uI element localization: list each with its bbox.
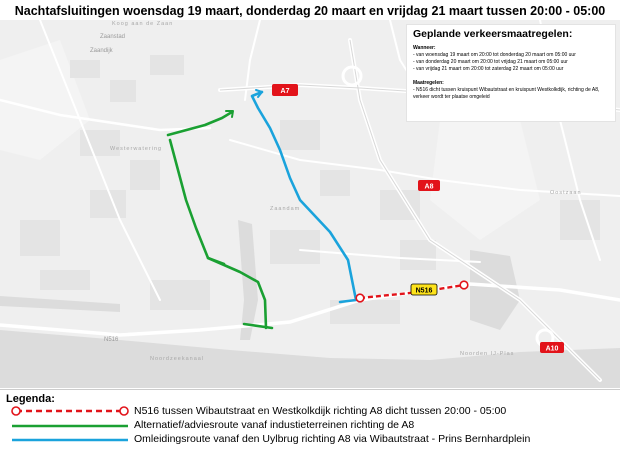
- shield-a7: [272, 84, 298, 96]
- legend-closure-symbol: [10, 405, 130, 417]
- when-line: - van woensdag 19 maart om 20:00 tot donderdag 20 maart om 05:00 uur: [413, 52, 576, 58]
- place-label-noorden: Noorden IJ-Plas: [460, 351, 515, 357]
- page-title: Nachtafsluitingen woensdag 19 maart, donderdag 20 maart en vrijdag 21 maart tussen 20:00 - 05:00: [14, 4, 606, 18]
- shield-a7-label: A7: [280, 88, 290, 95]
- place-label-zaandijk: Zaandijk: [90, 48, 113, 54]
- measures-infobox: [406, 24, 616, 122]
- shield-n516: [411, 284, 437, 295]
- when-line: - van vrijdag 21 maart om 20:00 tot zaterdag 22 maart om 05:00 uur: [413, 66, 564, 72]
- place-label-koog: Koog aan de Zaan: [112, 21, 174, 27]
- legend-title: Legenda:: [6, 393, 55, 405]
- closure-start-marker: [356, 294, 364, 302]
- place-label-westerwatering: Westerwatering: [110, 146, 163, 152]
- shield-a10-label: A10: [545, 345, 559, 353]
- shield-a8-label: A8: [424, 183, 434, 191]
- shield-a8: [418, 180, 440, 191]
- measures-text: - N516 dicht tussen kruispunt Wibautstraat en kruispunt Westkolkdijk, richting de A8, verkeer wordt ter plaatse omgeleid: [413, 87, 600, 100]
- shield-a10: [540, 342, 564, 353]
- shield-n516-label: N516: [415, 287, 433, 295]
- legend-closure-text: N516 tussen Wibautstraat en Westkolkdijk richting A8 dicht tussen 20:00 - 05:00: [134, 405, 507, 417]
- closure-end-marker: [460, 281, 468, 289]
- legend: [0, 389, 620, 453]
- when-heading: Wanneer:: [413, 45, 436, 51]
- place-label-noordzeekanaal: Noordzeekanaal: [150, 356, 205, 362]
- road-label-n516: N516: [104, 337, 119, 343]
- place-label-zaandam: Zaandam: [270, 206, 301, 212]
- measures-heading: Maatregelen:: [413, 80, 444, 86]
- legend-detour-symbol: [10, 435, 130, 445]
- legend-alternative-symbol: [10, 421, 130, 431]
- infobox-title: Geplande verkeersmaatregelen:: [413, 28, 573, 40]
- when-line: - van donderdag 20 maart om 20:00 tot vrijdag 21 maart om 05:00 uur: [413, 59, 568, 65]
- place-label-oostzaan: Oostzaan: [550, 190, 582, 196]
- legend-alternative-text: Alternatief/adviesroute vanaf industieterreinen richting de A8: [134, 419, 415, 431]
- legend-detour-text: Omleidingsroute vanaf den Uylbrug richting A8 via Wibautstraat - Prins Bernhardplein: [134, 433, 531, 445]
- place-label-zaanstad: Zaanstad: [100, 34, 126, 40]
